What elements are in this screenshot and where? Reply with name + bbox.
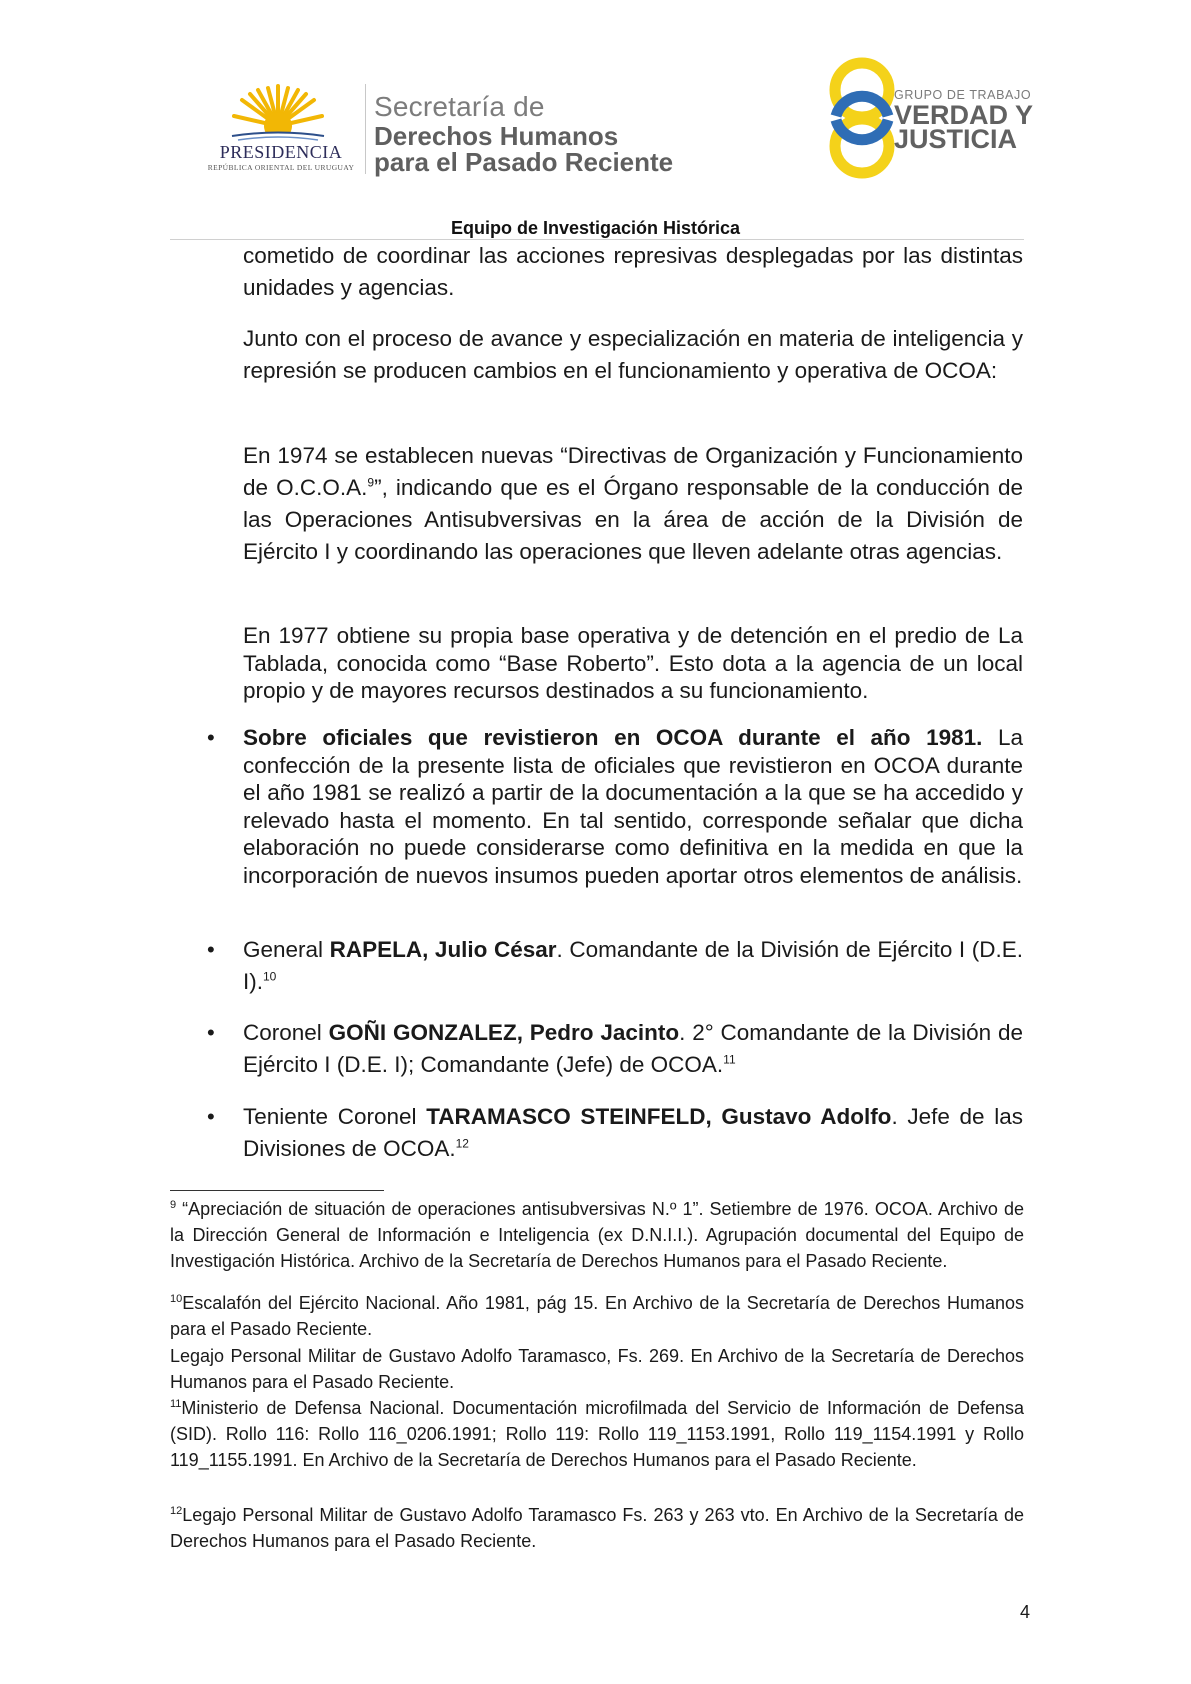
bullet-symbol: • [207, 937, 215, 962]
footnote-ref-10[interactable]: 10 [263, 969, 277, 984]
footnote-text: Legajo Personal Militar de Gustavo Adolfo Taramasco Fs. 263 y 263 vto. En Archivo de la Secretaría de Derechos Humanos para el Pasado Reciente. [170, 1505, 1024, 1551]
officer-role: . Jefe de las Divisiones de OCOA. [243, 1104, 1023, 1161]
footnote-text: Legajo Personal Militar de Gustavo Adolfo Taramasco, Fs. 269. En Archivo de la Secretaría de Derechos Humanos para el Pasado Reciente. [170, 1346, 1024, 1392]
paragraph-text: ”, indicando que es el Órgano responsable de la conducción de las Operaciones Antisubversivas en la área de acción de la División de Ejército I y coordinando las operaciones que lleven adelante otras agencias. [243, 475, 1023, 564]
footnote-ref-12[interactable]: 12 [455, 1136, 469, 1151]
rank-text: General [243, 937, 330, 962]
footnote-text: Escalafón del Ejército Nacional. Año 1981, pág 15. En Archivo de la Secretaría de Derechos Humanos para el Pasado Reciente. [170, 1293, 1024, 1339]
bullet-goni [243, 1017, 1023, 1081]
footnote-10-continued [170, 1343, 1024, 1395]
bullet-rapela [243, 934, 1023, 998]
footnote-number: 9 [170, 1199, 177, 1211]
verdad-justicia-rings-logo [822, 56, 902, 180]
page-header [0, 0, 1191, 240]
presidencia-subtitle: REPÚBLICA ORIENTAL DEL URUGUAY [207, 163, 355, 172]
officer-name: TARAMASCO STEINFELD, Gustavo Adolfo [426, 1104, 892, 1129]
footnote-number: 11 [170, 1398, 182, 1410]
justicia-label: JUSTICIA [894, 124, 1018, 154]
paragraph-junto [243, 323, 1023, 387]
secretaria-title-line3: para el Pasado Reciente [374, 147, 674, 177]
footnote-ref-9[interactable]: 9 [367, 475, 375, 490]
bullet-heading: Sobre oficiales que revistieron en OCOA durante el año 1981. [243, 725, 983, 750]
footnote-11 [170, 1395, 1024, 1473]
rank-text: Teniente Coronel [243, 1104, 427, 1129]
bullet-symbol: • [207, 1104, 215, 1129]
verdad-y-label: VERDAD Y [894, 100, 1034, 130]
team-title: Equipo de Investigación Histórica [450, 218, 741, 238]
paragraph-1977 [243, 622, 1023, 705]
paragraph-text: Junto con el proceso de avance y especialización en materia de inteligencia y represión se producen cambios en el funcionamiento y operativa de OCOA: [243, 326, 1023, 383]
rank-text: Coronel [243, 1020, 329, 1045]
footnote-separator [170, 1190, 384, 1191]
bullet-symbol: • [207, 1020, 215, 1045]
footnote-10 [170, 1290, 1024, 1342]
paragraph-text: cometido de coordinar las acciones represivas desplegadas por las distintas unidades y agencias. [243, 243, 1023, 300]
page-number: 4 [1019, 1602, 1030, 1622]
bullet-text: La confección de la presente lista de oficiales que revistieron en OCOA durante el año 1981 se realizó a partir de la documentación a la que se ha accedido y relevado hasta el momento. En tal sentido, corresponde señalar que dicha elaboración no puede considerarse como definitiva en la medida en que la incorporación de nuevos insumos pueden aportar otros elementos de análisis. [243, 725, 1023, 888]
footnote-12 [170, 1502, 1024, 1554]
footnote-number: 12 [170, 1505, 183, 1517]
paragraph-text: En 1977 obtiene su propia base operativa y de detención en el predio de La Tablada, conocida como “Base Roberto”. Esto dota a la agencia de un local propio y de mayores recursos destinados a su funcionamiento. [243, 623, 1023, 703]
paragraph-text: En 1974 se establecen nuevas “Directivas de Organización y Funcionamiento de O.C.O.A. [243, 443, 1023, 500]
presidencia-name: PRESIDENCIA [219, 142, 343, 162]
footnote-number: 10 [170, 1293, 183, 1305]
officer-name: GOÑI GONZALEZ, Pedro Jacinto [328, 1020, 680, 1045]
officer-role: . 2° Comandante de la División de Ejército I (D.E. I); Comandante (Jefe) de OCOA. [243, 1020, 1023, 1077]
bullet-oficiales-1981 [243, 724, 1023, 889]
paragraph-cometido [243, 240, 1023, 304]
secretaria-title-line2: Derechos Humanos [374, 121, 619, 151]
footnote-9 [170, 1196, 1024, 1274]
grupo-de-trabajo-label: GRUPO DE TRABAJO [894, 88, 1032, 102]
footnote-text: “Apreciación de situación de operaciones antisubversivas N.º 1”. Setiembre de 1976. OCOA. Archivo de la Dirección General de Información e Inteligencia (ex D.N.I.I.). Agrupación documental del Equipo de Investigación Histórica. Archivo de la Secretaría de Derechos Humanos para el Pasado Reciente. [170, 1199, 1024, 1271]
presidencia-sun-logo [228, 82, 328, 144]
officer-role: . Comandante de la División de Ejército I (D.E. I). [243, 937, 1023, 994]
paragraph-1974 [243, 440, 1023, 568]
secretaria-title-line1: Secretaría de [374, 91, 545, 122]
bullet-taramasco [243, 1101, 1023, 1165]
officer-name: RAPELA, Julio César [329, 937, 557, 962]
footnote-text: Ministerio de Defensa Nacional. Documentación microfilmada del Servicio de Información de Defensa (SID). Rollo 116: Rollo 116_0206.1991; Rollo 119: Rollo 119_1153.1991, Rollo 119_1154.1991 y Rollo 119_1155.1991. En Archivo de la Secretaría de Derechos Humanos para el Pasado Reciente. [170, 1398, 1024, 1470]
header-divider [365, 84, 366, 174]
footnote-ref-11[interactable]: 11 [723, 1052, 736, 1067]
bullet-symbol: • [207, 725, 215, 750]
